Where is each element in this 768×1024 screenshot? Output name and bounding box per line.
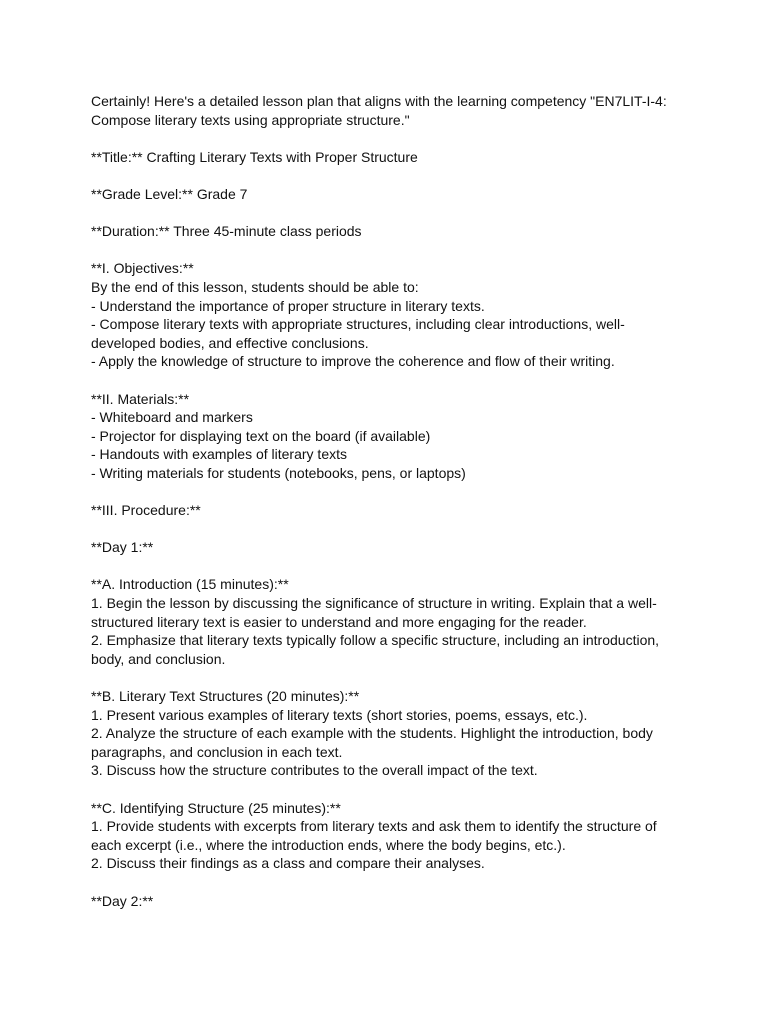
section-heading: **II. Materials:**: [91, 390, 190, 407]
list-item: 2. Emphasize that literary texts typically follow a specific structure, including an introduction,: [91, 632, 660, 649]
grade-level-paragraph: [91, 185, 691, 204]
section-heading: **III. Procedure:**: [91, 502, 201, 519]
objectives-section: [91, 259, 691, 371]
section-heading: **Day 1:**: [91, 539, 154, 556]
list-item: 1. Present various examples of literary texts (short stories, poems, essays, etc.).: [91, 706, 588, 723]
procedure-heading: [91, 501, 691, 520]
section-heading: **Day 2:**: [91, 892, 154, 909]
section-heading: **B. Literary Text Structures (20 minutes):**: [91, 688, 360, 704]
text-line: Compose literary texts using appropriate structure.": [91, 111, 410, 128]
list-item: 1. Begin the lesson by discussing the significance of structure in writing. Explain that a well-: [91, 595, 657, 612]
text-line: **Grade Level:** Grade 7: [91, 185, 248, 202]
text-line: body, and conclusion.: [91, 650, 226, 667]
text-line: paragraphs, and conclusion in each text.: [91, 743, 343, 760]
list-item: - Whiteboard and markers: [91, 409, 253, 426]
list-item: 1. Provide students with excerpts from literary texts and ask them to identify the structure of: [91, 818, 657, 835]
list-item: - Handouts with examples of literary texts: [91, 446, 347, 463]
list-item: - Projector for displaying text on the board (if available): [91, 427, 431, 444]
lesson-plan-text: [91, 92, 691, 929]
section-heading: **A. Introduction (15 minutes):**: [91, 576, 289, 593]
list-item: - Compose literary texts with appropriate structures, including clear introductions, well-: [91, 316, 625, 333]
list-item: - Writing materials for students (notebooks, pens, or laptops): [91, 464, 466, 481]
text-line: **Duration:** Three 45-minute class periods: [91, 223, 362, 240]
materials-section: [91, 390, 691, 483]
text-line: each excerpt (i.e., where the introduction ends, where the body begins, etc.).: [91, 836, 566, 853]
duration-paragraph: [91, 222, 691, 241]
list-item: - Understand the importance of proper structure in literary texts.: [91, 297, 485, 314]
text-line: By the end of this lesson, students should be able to:: [91, 278, 419, 295]
list-item: 2. Discuss their findings as a class and compare their analyses.: [91, 855, 485, 872]
intro-paragraph: [91, 92, 691, 129]
text-line: developed bodies, and effective conclusions.: [91, 334, 369, 351]
day2-heading: [91, 892, 691, 911]
text-line: **Title:** Crafting Literary Texts with Proper Structure: [91, 148, 418, 165]
title-paragraph: [91, 148, 691, 167]
text-line: structured literary text is easier to understand and more engaging for the reader.: [91, 613, 587, 630]
list-item: - Apply the knowledge of structure to improve the coherence and flow of their writing.: [91, 353, 615, 370]
identifying-structure-section: [91, 799, 691, 873]
day1-heading: [91, 538, 691, 557]
list-item: 2. Analyze the structure of each example with the students. Highlight the introduction, body: [91, 725, 653, 742]
section-heading: **C. Identifying Structure (25 minutes):**: [91, 799, 341, 816]
list-item: 3. Discuss how the structure contributes to the overall impact of the text.: [91, 762, 538, 779]
text-line: Certainly! Here's a detailed lesson plan that aligns with the learning competency "EN7LIT-I-4:: [91, 93, 667, 109]
section-heading: **I. Objectives:**: [91, 260, 194, 277]
literary-structures-section: [91, 687, 691, 780]
introduction-section: [91, 575, 691, 668]
